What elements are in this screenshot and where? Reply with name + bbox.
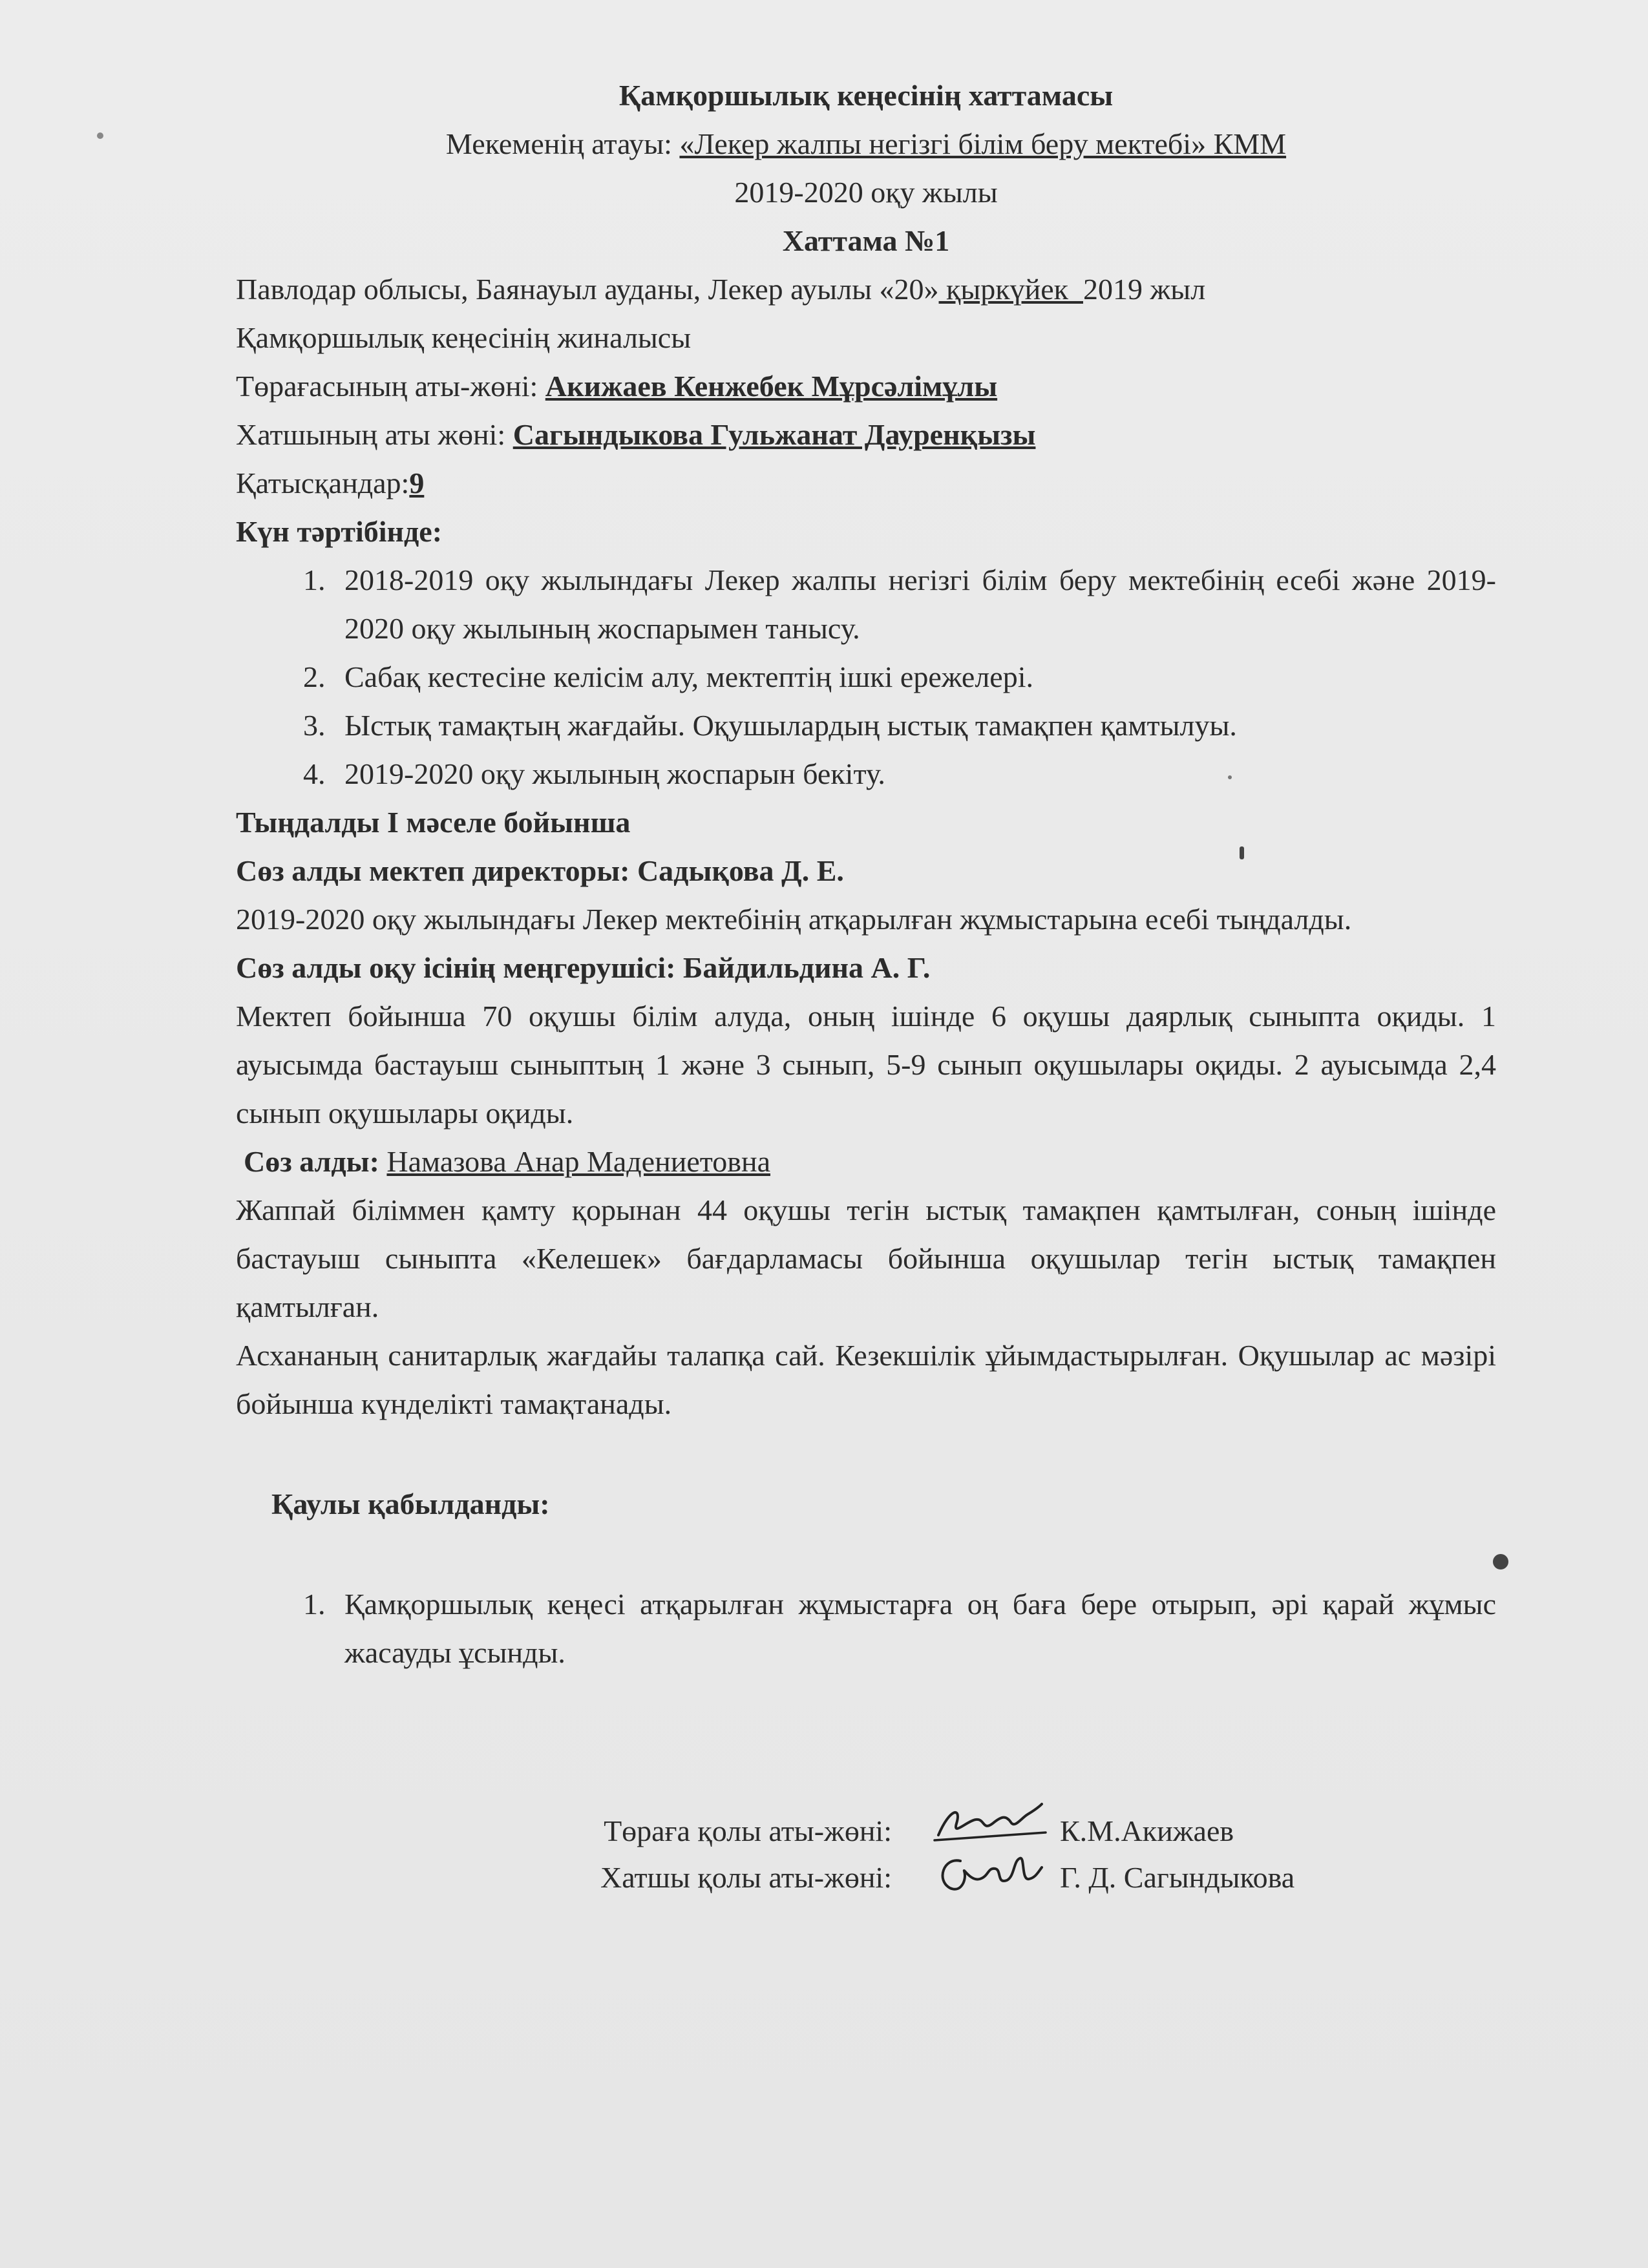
speaker3-heading xyxy=(236,1137,1496,1186)
speaker1-text: 2019-2020 оқу жылындағы Лекер мектебінің атқарылған жұмыстарына есебі тыңдалды. xyxy=(236,903,1352,936)
chair-label: Төрағасының аты-жөні: xyxy=(236,370,545,403)
protocol-number: Хаттама №1 xyxy=(782,224,950,257)
scan-speck xyxy=(97,132,103,139)
attendees-count: 9 xyxy=(409,467,425,499)
resolution-list xyxy=(236,1580,1496,1677)
secretary-line xyxy=(236,410,1496,459)
speaker2-text: Мектеп бойынша 70 оқушы білім алуда, оның ішінде 6 оқушы даярлық сыныпта оқиды. 1 ауысымда бастауыш сыныптың 1 және 3 сынып, 5-9 сынып оқушылары оқиды. 2 ауысымда 2,4 сынып оқушылары оқиды. xyxy=(236,1000,1496,1129)
chair-line xyxy=(236,362,1496,410)
place-date-line xyxy=(236,265,1496,313)
date-month: қыркүйек xyxy=(938,273,1083,306)
agenda-item: 1. 2018-2019 оқу жылындағы Лекер жалпы негізгі білім беру мектебінің есебі және 2019-2020 оқу жылының жоспарымен танысу. xyxy=(333,556,1496,653)
agenda-list xyxy=(236,556,1496,798)
speaker3-label: Сөз алды: xyxy=(244,1145,387,1178)
place-text: Павлодар облысы, Баянауыл ауданы, Лекер ауылы «20» xyxy=(236,273,939,306)
academic-year: 2019-2020 оқу жылы xyxy=(734,176,998,209)
secretary-signature-label: Хатшы қолы аты-жөні: xyxy=(600,1861,892,1894)
institution-line xyxy=(236,120,1496,168)
institution-name: «Лекер жалпы негізгі білім беру мектебі» КММ xyxy=(679,127,1287,160)
institution-label: Мекеменің атауы: xyxy=(445,127,680,160)
chair-signature-name: К.М.Акижаев xyxy=(1060,1814,1234,1847)
speaker3-text-2: Асхананың санитарлық жағдайы талапқа сай. Кезекшілік ұйымдастырылған. Оқушылар ас мәзірі бойынша күнделікті тамақтанады. xyxy=(236,1339,1496,1420)
meeting-line: Қамқоршылық кеңесінің жиналысы xyxy=(236,321,692,354)
chair-name: Акижаев Кенжебек Мұрсәлімұлы xyxy=(545,370,998,403)
scan-speck xyxy=(1228,775,1232,779)
document-title: Қамқоршылық кеңесінің хаттамасы xyxy=(618,79,1114,112)
agenda-item: 2. Сабақ кестесіне келісім алу, мектептің ішкі ережелері. xyxy=(333,653,1496,701)
speaker1-heading: Сөз алды мектеп директоры: Садықова Д. Е. xyxy=(236,854,844,887)
speaker3-name: Намазова Анар Мадениетовна xyxy=(386,1145,770,1178)
scan-speck xyxy=(1493,1554,1508,1570)
heard-title: Тыңдалды І мәселе бойынша xyxy=(236,806,631,839)
agenda-title: Күн тәртібінде: xyxy=(236,515,443,548)
protocol-body xyxy=(236,71,1496,1677)
secretary-name: Сагындыкова Гульжанат Дауренқызы xyxy=(512,418,1036,451)
scan-speck xyxy=(1240,846,1244,859)
chair-signature-label: Төраға қолы аты-жөні: xyxy=(604,1814,892,1847)
secretary-signature-row xyxy=(0,1856,1648,1901)
resolution-title: Қаулы қабылданды: xyxy=(271,1487,550,1520)
agenda-item: 3. Ыстық тамақтың жағдайы. Оқушылардың ыстық тамақпен қамтылуы. xyxy=(333,701,1496,750)
speaker2-heading: Сөз алды оқу ісінің меңгерушісі: Байдильдина А. Г. xyxy=(236,951,931,984)
secretary-label: Хатшының аты жөні: xyxy=(236,418,513,451)
speaker3-text: Жаппай біліммен қамту қорынан 44 оқушы тегін ыстық тамақпен қамтылған, соның ішінде бастауыш сыныпта «Келешек» бағдарламасы бойынша оқушылар тегін ыстық тамақпен қамтылған. xyxy=(236,1193,1496,1323)
agenda-item: 4. 2019-2020 оқу жылының жоспарын бекіту. xyxy=(333,750,1496,798)
date-year: 2019 жыл xyxy=(1083,273,1206,306)
attendees-label: Қатысқандар: xyxy=(236,467,410,499)
handwritten-signature-icon xyxy=(931,1842,1047,1906)
chair-signature-row xyxy=(0,1809,1648,1854)
resolution-item: 1. Қамқоршылық кеңесі атқарылған жұмыстарға оң баға бере отырып, әрі қарай жұмыс жасауды ұсынды. xyxy=(333,1580,1496,1677)
attendees-line xyxy=(236,459,1496,507)
secretary-signature-mark xyxy=(931,1842,1047,1918)
secretary-signature-name: Г. Д. Сагындыкова xyxy=(1060,1861,1295,1894)
